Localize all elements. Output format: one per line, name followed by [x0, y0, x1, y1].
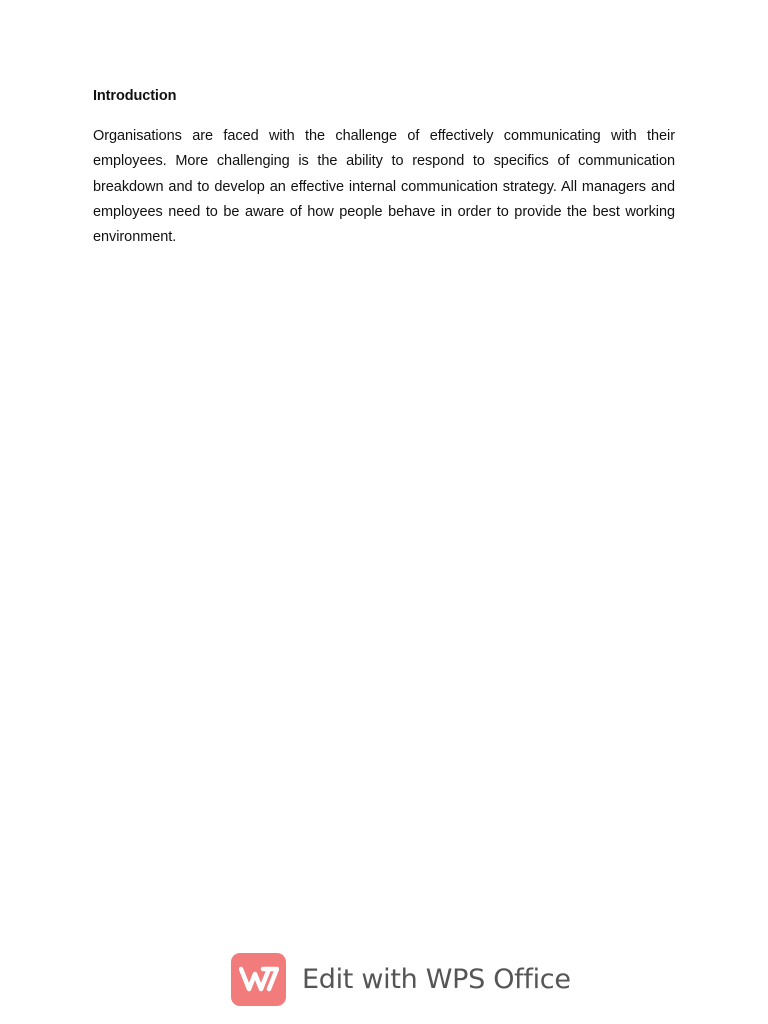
- document-content: [93, 86, 675, 250]
- wps-edit-label[interactable]: Edit with WPS Office: [302, 963, 571, 995]
- section-heading: Introduction: [93, 88, 177, 104]
- wps-logo-icon: [231, 953, 286, 1006]
- body-paragraph: Organisations are faced with the challenge of effectively communicating with their employees. More challenging is the ability to respond to specifics of communication breakdown and to develop an effective internal communication strategy. All managers and employees need to be aware of how people behave in order to provide the best working environment.: [93, 128, 675, 246]
- wps-edit-banner[interactable]: [231, 952, 571, 1006]
